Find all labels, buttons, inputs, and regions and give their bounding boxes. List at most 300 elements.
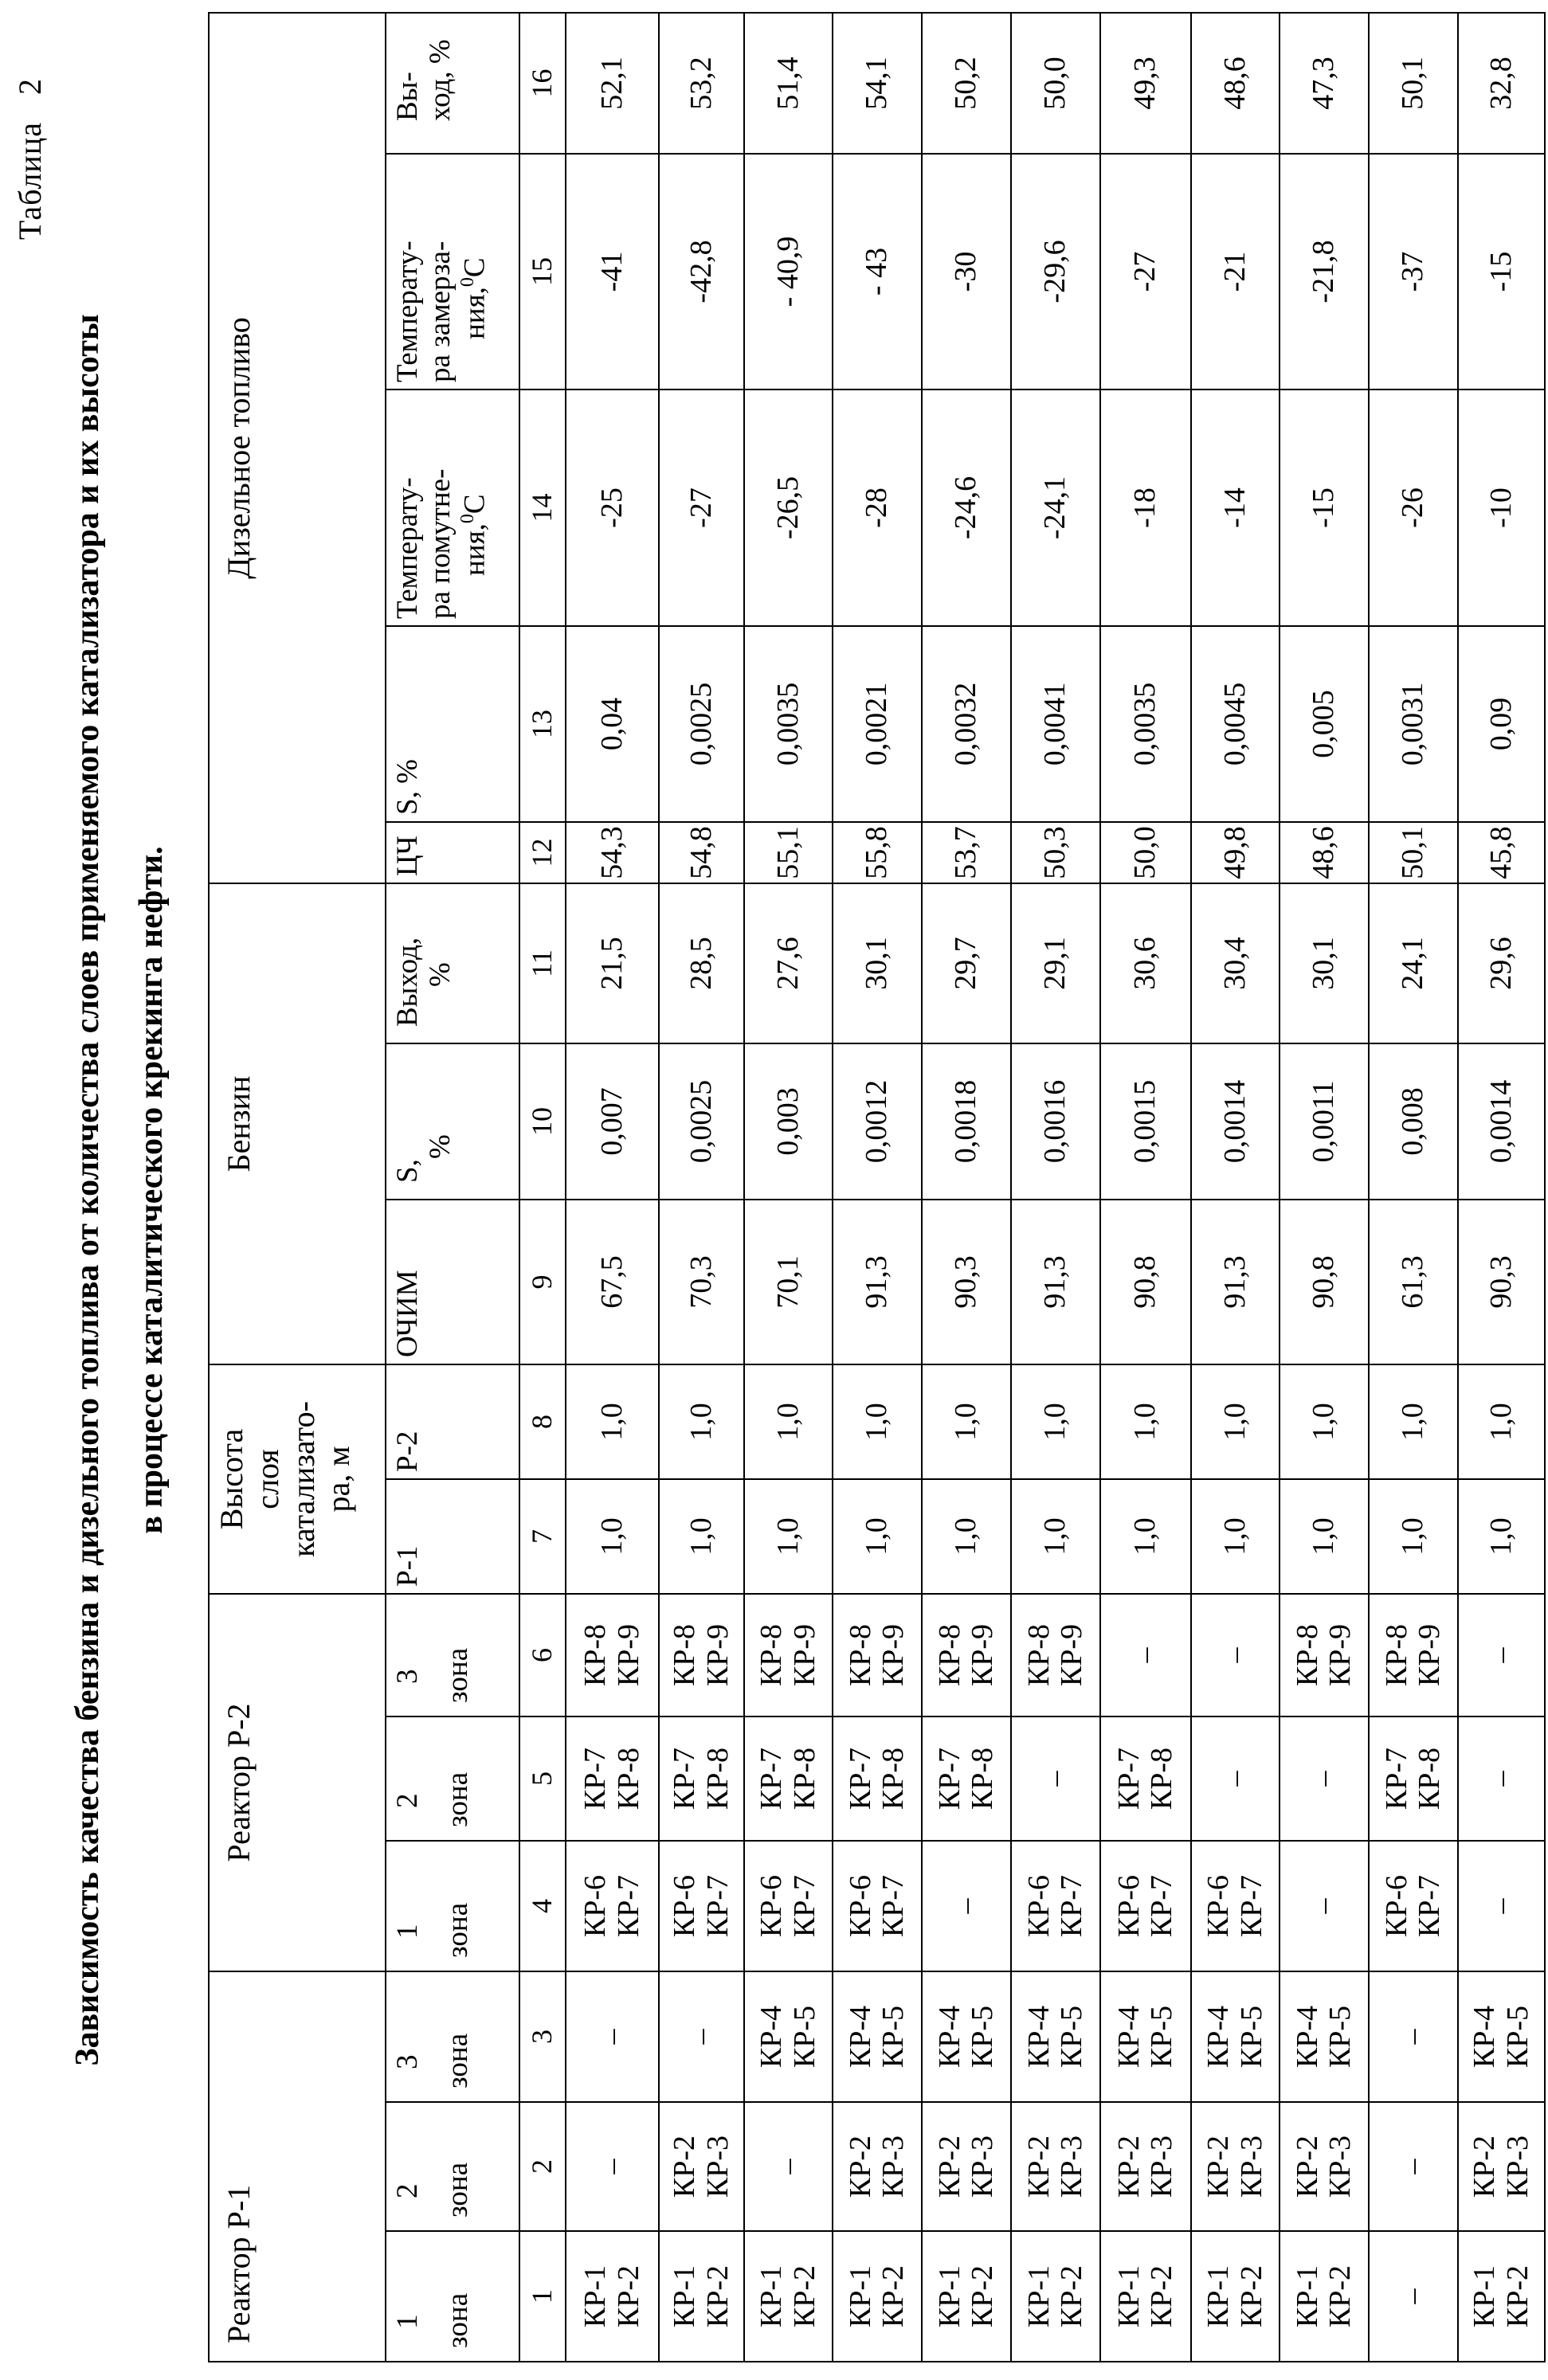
value-cell-dy <box>832 12 923 155</box>
catalyst-cell <box>1368 1971 1459 2103</box>
value-text: 50,0 <box>1128 826 1163 879</box>
value-cell-freeze <box>832 153 923 390</box>
catalyst-label: КР-7 <box>1381 1748 1413 1810</box>
catalyst-label: КР-4 <box>1468 2006 1501 2068</box>
column-number <box>519 2230 566 2362</box>
subheader-text: Р-1 <box>391 1546 424 1587</box>
catalyst-cell <box>658 1593 745 1717</box>
catalyst-cell <box>1099 1840 1192 1972</box>
catalyst-label: КР-7 <box>934 1748 966 1810</box>
catalyst-cell <box>1457 2230 1546 2362</box>
value-cell-hp2 <box>1368 1364 1459 1480</box>
column-number-text: 13 <box>526 710 558 738</box>
value-text: 0,0041 <box>1038 683 1073 766</box>
catalyst-cell <box>743 1593 833 1717</box>
catalyst-label: КР-2 <box>1236 2265 1268 2327</box>
value-cell-cn <box>832 821 923 884</box>
catalyst-label: – <box>1307 1899 1340 1914</box>
value-cell-ds <box>1457 625 1546 823</box>
catalyst-label: КР-4 <box>1113 2006 1146 2068</box>
value-text: 50,3 <box>1038 826 1073 879</box>
catalyst-cell <box>1190 2230 1280 2362</box>
subheader-line-1: Вы- <box>391 72 424 121</box>
value-cell-cloud <box>743 389 833 627</box>
zone-number: 1 <box>391 1924 424 1940</box>
value-text: -41 <box>595 252 630 292</box>
value-cell-hp1 <box>1457 1478 1546 1595</box>
catalyst-label: КР-1 <box>668 2265 701 2327</box>
catalyst-label: КР-3 <box>1056 2135 1088 2198</box>
value-text: -15 <box>1484 252 1519 292</box>
value-cell-dy <box>1457 12 1546 155</box>
catalyst-label: КР-5 <box>1236 2006 1268 2068</box>
table-label-number: 2 <box>12 78 48 95</box>
value-cell-cloud <box>832 389 923 627</box>
subheader-zone-r1_z2 <box>385 2101 520 2232</box>
value-cell-cn <box>1190 821 1280 884</box>
catalyst-cell <box>1279 2230 1370 2362</box>
catalyst-cell <box>1010 2101 1101 2232</box>
value-text: 50,0 <box>1038 57 1073 110</box>
value-cell-gs <box>1457 1043 1546 1200</box>
value-cell-ds <box>1279 625 1370 823</box>
value-text: -10 <box>1484 487 1519 528</box>
catalyst-cell <box>1457 1840 1546 1972</box>
column-number-text: 6 <box>526 1648 558 1662</box>
value-cell-gs <box>1099 1043 1192 1200</box>
catalyst-label: – <box>950 1899 982 1914</box>
value-text: 0,008 <box>1396 1087 1431 1156</box>
catalyst-label: КР-8 <box>845 1624 877 1686</box>
catalyst-label: КР-8 <box>934 1624 966 1686</box>
subheader-text: Выход, <box>391 938 424 1027</box>
value-cell-gy <box>565 883 660 1044</box>
subheader-temp-freeze <box>385 153 520 390</box>
zone-word: зона <box>441 1648 474 1703</box>
catalyst-label: КР-7 <box>668 1748 701 1810</box>
catalyst-cell <box>1457 2101 1546 2232</box>
zone-number: 2 <box>391 1794 424 1809</box>
catalyst-label: КР-8 <box>1291 1624 1324 1686</box>
value-text: 0,0015 <box>1128 1080 1163 1164</box>
catalyst-label: КР-3 <box>702 2135 735 2198</box>
value-text: 0,0025 <box>684 683 719 766</box>
zone-word: зона <box>441 2034 474 2088</box>
value-text: -14 <box>1218 487 1253 528</box>
bed-height-line-4: ра, м <box>321 1401 357 1557</box>
value-text: 45,8 <box>1484 826 1519 879</box>
zone-word: зона <box>441 2163 474 2218</box>
group-header-text: Дизельное топливо <box>221 317 257 578</box>
catalyst-label: – <box>596 2159 629 2174</box>
catalyst-label: КР-7 <box>579 1748 612 1810</box>
value-text: 32,8 <box>1484 57 1519 110</box>
catalyst-label: КР-2 <box>845 2135 877 2198</box>
value-cell-hp2 <box>1099 1364 1192 1480</box>
catalyst-label: КР-7 <box>1236 1875 1268 1937</box>
catalyst-cell <box>1010 1971 1101 2103</box>
catalyst-cell <box>565 2230 660 2362</box>
catalyst-label: КР-1 <box>1113 2265 1146 2327</box>
catalyst-cell <box>1279 1971 1370 2103</box>
subheader-zone-r2_z1 <box>385 1840 520 1972</box>
catalyst-cell <box>565 2101 660 2232</box>
subheader-ochim <box>385 1199 520 1365</box>
zone-number: 3 <box>391 1670 424 1685</box>
catalyst-label: КР-3 <box>1502 2135 1534 2198</box>
catalyst-label: – <box>1039 1771 1072 1787</box>
value-cell-ochim <box>921 1199 1012 1365</box>
value-text: 70,3 <box>684 1255 719 1309</box>
value-text: -15 <box>1307 487 1342 528</box>
value-text: -42,8 <box>684 240 719 303</box>
value-text: 1,0 <box>684 1403 719 1441</box>
column-number-text: 8 <box>526 1415 558 1429</box>
value-cell-freeze <box>1099 153 1192 390</box>
catalyst-label: КР-3 <box>1146 2135 1178 2198</box>
value-cell-hp1 <box>1099 1478 1192 1595</box>
value-text: 27,6 <box>771 937 806 990</box>
column-number <box>519 625 566 823</box>
group-header-bed-height <box>208 1364 386 1595</box>
value-text: 0,005 <box>1307 690 1342 758</box>
subheader-line-1: Температу- <box>391 477 424 619</box>
value-text: 1,0 <box>595 1403 630 1441</box>
catalyst-cell <box>1190 1716 1280 1842</box>
value-cell-hp2 <box>1010 1364 1101 1480</box>
value-text: 0,0035 <box>1128 683 1163 766</box>
value-cell-dy <box>1099 12 1192 155</box>
value-text: 24,1 <box>1396 937 1431 990</box>
value-text: 1,0 <box>1307 1403 1342 1441</box>
value-text: 1,0 <box>860 1403 895 1441</box>
value-cell-gy <box>1190 883 1280 1044</box>
value-cell-ds <box>1099 625 1192 823</box>
group-header-text: Бензин <box>221 1076 257 1172</box>
column-number <box>519 2101 566 2232</box>
value-cell-gy <box>921 883 1012 1044</box>
value-text: 28,5 <box>684 937 719 990</box>
catalyst-label: КР-1 <box>934 2265 966 2327</box>
value-cell-gs <box>565 1043 660 1200</box>
catalyst-label: – <box>1307 1771 1340 1787</box>
catalyst-cell <box>832 2230 923 2362</box>
value-text: 30,4 <box>1218 937 1253 990</box>
value-text: 54,1 <box>860 57 895 110</box>
catalyst-label: КР-9 <box>789 1624 821 1686</box>
value-cell-cn <box>921 821 1012 884</box>
catalyst-cell <box>832 1840 923 1972</box>
value-cell-ds <box>565 625 660 823</box>
table-title-line-2: в процессе каталитического крекинга нефти. <box>132 0 170 2380</box>
catalyst-label: КР-7 <box>845 1748 877 1810</box>
value-text: -37 <box>1396 252 1431 292</box>
value-cell-freeze <box>1010 153 1101 390</box>
value-cell-ds <box>1010 625 1101 823</box>
value-text: 0,0031 <box>1396 683 1431 766</box>
value-cell-hp2 <box>565 1364 660 1480</box>
catalyst-cell <box>1190 1840 1280 1972</box>
value-text: -24,1 <box>1038 476 1073 539</box>
value-text: -18 <box>1128 487 1163 528</box>
column-number-text: 9 <box>526 1275 558 1290</box>
value-cell-cloud <box>565 389 660 627</box>
catalyst-label: КР-2 <box>877 2265 910 2327</box>
catalyst-cell <box>1099 1971 1192 2103</box>
subheader-text: ния, <box>458 287 491 339</box>
catalyst-label: КР-8 <box>702 1748 735 1810</box>
value-text: 0,0045 <box>1218 683 1253 766</box>
catalyst-label: КР-7 <box>1056 1875 1088 1937</box>
subheader-text: S, % <box>391 759 424 815</box>
value-text: -26 <box>1396 487 1431 528</box>
catalyst-cell <box>1099 2230 1192 2362</box>
catalyst-label: КР-8 <box>755 1624 788 1686</box>
value-cell-cloud <box>921 389 1012 627</box>
catalyst-cell <box>1457 1971 1546 2103</box>
catalyst-cell <box>565 1971 660 2103</box>
value-cell-gy <box>1457 883 1546 1044</box>
value-cell-gy <box>1099 883 1192 1044</box>
value-cell-freeze <box>658 153 745 390</box>
value-text: 1,0 <box>1038 1517 1073 1556</box>
group-header-text: Реактор Р-2 <box>221 1703 257 1861</box>
subheader-text: ния, <box>458 523 491 576</box>
value-cell-cloud <box>1010 389 1101 627</box>
value-cell-dy <box>658 12 745 155</box>
value-cell-hp1 <box>832 1478 923 1595</box>
value-text: 49,8 <box>1218 826 1253 879</box>
value-cell-cn <box>565 821 660 884</box>
group-header-reactor-2 <box>208 1593 386 1972</box>
catalyst-label: КР-8 <box>1413 1748 1446 1810</box>
catalyst-label: КР-6 <box>1023 1875 1056 1937</box>
value-cell-freeze <box>565 153 660 390</box>
value-text: 0,09 <box>1484 698 1519 751</box>
value-text: 29,7 <box>949 937 984 990</box>
catalyst-label: КР-8 <box>966 1748 999 1810</box>
value-cell-dy <box>743 12 833 155</box>
catalyst-cell <box>743 2230 833 2362</box>
catalyst-label: КР-2 <box>613 2265 645 2327</box>
subheader-diesel-yield <box>385 12 520 155</box>
value-text: 50,1 <box>1396 57 1431 110</box>
value-text: 1,0 <box>595 1517 630 1556</box>
value-text: 90,8 <box>1128 1255 1163 1309</box>
value-cell-dy <box>565 12 660 155</box>
column-number <box>519 1364 566 1480</box>
value-cell-ochim <box>1190 1199 1280 1365</box>
value-text: 0,0016 <box>1038 1080 1073 1164</box>
value-cell-gy <box>1010 883 1101 1044</box>
value-cell-gs <box>1190 1043 1280 1200</box>
value-text: - 40,9 <box>771 237 806 307</box>
value-cell-hp2 <box>1190 1364 1280 1480</box>
catalyst-label: КР-6 <box>755 1875 788 1937</box>
value-text: -28 <box>860 487 895 528</box>
catalyst-label: КР-6 <box>1113 1875 1146 1937</box>
value-text: 48,6 <box>1218 57 1253 110</box>
subheader-text: ЦЧ <box>391 836 424 876</box>
catalyst-label: – <box>772 2159 805 2174</box>
catalyst-cell <box>1279 2101 1370 2232</box>
subheader-height-p2 <box>385 1364 520 1480</box>
catalyst-label: КР-2 <box>934 2135 966 2198</box>
catalyst-cell <box>832 1971 923 2103</box>
value-text: 90,3 <box>1484 1255 1519 1309</box>
column-number <box>519 1199 566 1365</box>
value-text: 1,0 <box>1307 1517 1342 1556</box>
value-cell-hp1 <box>743 1478 833 1595</box>
catalyst-label: КР-6 <box>579 1875 612 1937</box>
column-number-text: 5 <box>526 1771 558 1786</box>
catalyst-label: КР-6 <box>845 1875 877 1937</box>
value-text: -26,5 <box>771 476 806 539</box>
catalyst-label: КР-3 <box>966 2135 999 2198</box>
catalyst-label: КР-2 <box>1056 2265 1088 2327</box>
catalyst-label: КР-8 <box>668 1624 701 1686</box>
value-cell-gs <box>743 1043 833 1200</box>
catalyst-cell <box>1368 1840 1459 1972</box>
catalyst-label: КР-8 <box>1146 1748 1178 1810</box>
value-cell-ochim <box>1010 1199 1101 1365</box>
value-text: 91,3 <box>860 1255 895 1309</box>
value-text: 55,1 <box>771 826 806 879</box>
value-cell-gs <box>658 1043 745 1200</box>
catalyst-label: КР-6 <box>1381 1875 1413 1937</box>
bed-height-line-3: катализато- <box>286 1401 322 1557</box>
value-cell-ochim <box>565 1199 660 1365</box>
value-cell-gy <box>1368 883 1459 1044</box>
value-text: 0,0035 <box>771 683 806 766</box>
value-text: 51,4 <box>771 57 806 110</box>
value-cell-cn <box>1099 821 1192 884</box>
zone-number: 3 <box>391 2055 424 2070</box>
catalyst-label: КР-5 <box>789 2006 821 2068</box>
catalyst-label: КР-9 <box>966 1624 999 1686</box>
catalyst-label: – <box>1397 2289 1429 2304</box>
subheader-zone-r1_z1 <box>385 2230 520 2362</box>
value-text: 48,6 <box>1307 826 1342 879</box>
column-number-text: 4 <box>526 1899 558 1913</box>
catalyst-label: – <box>1397 2159 1429 2174</box>
value-cell-ochim <box>1099 1199 1192 1365</box>
value-text: -30 <box>949 252 984 292</box>
value-text: 1,0 <box>1396 1517 1431 1556</box>
catalyst-label: КР-4 <box>845 2006 877 2068</box>
value-cell-ds <box>1368 625 1459 823</box>
catalyst-label: КР-9 <box>613 1624 645 1686</box>
catalyst-label: – <box>596 2030 629 2045</box>
bed-height-line-2: слоя <box>250 1401 286 1557</box>
value-text: 0,0012 <box>860 1080 895 1164</box>
value-cell-freeze <box>1457 153 1546 390</box>
group-header-reactor-1 <box>208 1971 386 2362</box>
value-cell-dy <box>1010 12 1101 155</box>
value-cell-hp1 <box>921 1478 1012 1595</box>
subheader-unit: С <box>458 494 491 514</box>
zone-word: зона <box>441 2293 474 2348</box>
value-text: 47,3 <box>1307 57 1342 110</box>
bed-height-line-1: Высота <box>214 1401 250 1557</box>
value-cell-gs <box>832 1043 923 1200</box>
catalyst-cell <box>1099 1716 1192 1842</box>
value-text: 30,1 <box>860 937 895 990</box>
bed-height-header-lines <box>214 1401 357 1557</box>
value-cell-freeze <box>1368 153 1459 390</box>
value-text: 1,0 <box>684 1517 719 1556</box>
subheader-diesel-sulfur <box>385 625 520 823</box>
catalyst-label: КР-8 <box>579 1624 612 1686</box>
value-text: 50,2 <box>949 57 984 110</box>
value-text: 49,3 <box>1128 57 1163 110</box>
catalyst-cell <box>658 1716 745 1842</box>
catalyst-label: КР-7 <box>1113 1748 1146 1810</box>
value-cell-ds <box>743 625 833 823</box>
value-text: 0,007 <box>595 1087 630 1156</box>
value-cell-cloud <box>1368 389 1459 627</box>
catalyst-label: КР-7 <box>613 1875 645 1937</box>
value-text: 53,7 <box>949 826 984 879</box>
value-cell-dy <box>1190 12 1280 155</box>
value-cell-gs <box>921 1043 1012 1200</box>
catalyst-cell <box>832 2101 923 2232</box>
zone-word: зона <box>441 1772 474 1827</box>
value-cell-ochim <box>658 1199 745 1365</box>
catalyst-label: КР-4 <box>755 2006 788 2068</box>
value-cell-gy <box>832 883 923 1044</box>
value-cell-cn <box>658 821 745 884</box>
catalyst-cell <box>565 1840 660 1972</box>
value-text: 67,5 <box>595 1255 630 1309</box>
value-text: 1,0 <box>1128 1517 1163 1556</box>
subheader-cetane-number <box>385 821 520 884</box>
catalyst-label: КР-2 <box>1468 2135 1501 2198</box>
catalyst-label: КР-1 <box>1468 2265 1501 2327</box>
column-number <box>519 1840 566 1972</box>
column-number-text: 14 <box>526 494 558 523</box>
catalyst-label: КР-8 <box>877 1748 910 1810</box>
group-header-gasoline <box>208 883 386 1365</box>
value-cell-ds <box>921 625 1012 823</box>
value-text: 1,0 <box>949 1517 984 1556</box>
catalyst-label: КР-2 <box>1023 2135 1056 2198</box>
value-cell-ochim <box>1279 1199 1370 1365</box>
catalyst-label: КР-7 <box>789 1875 821 1937</box>
column-number-text: 12 <box>526 839 558 867</box>
subheader-line-2: ход, % <box>424 39 457 121</box>
value-text: -21 <box>1218 252 1253 292</box>
value-cell-cloud <box>1457 389 1546 627</box>
value-cell-hp1 <box>1190 1478 1280 1595</box>
catalyst-cell <box>832 1593 923 1717</box>
subheader-line-3 <box>457 257 492 382</box>
catalyst-label: КР-7 <box>877 1875 910 1937</box>
catalyst-label: – <box>1129 1648 1162 1663</box>
value-text: 0,0014 <box>1218 1080 1253 1164</box>
value-text: -27 <box>1128 252 1163 292</box>
catalyst-label: КР-7 <box>702 1875 735 1937</box>
value-text: 1,0 <box>1396 1403 1431 1441</box>
value-text: -25 <box>595 487 630 528</box>
value-text: 29,6 <box>1484 937 1519 990</box>
subheader-unit: С <box>458 257 491 277</box>
catalyst-cell <box>1099 2101 1192 2232</box>
catalyst-cell <box>1190 2101 1280 2232</box>
value-text: 1,0 <box>771 1403 806 1441</box>
value-text: 0,0032 <box>949 683 984 766</box>
value-cell-gy <box>1279 883 1370 1044</box>
